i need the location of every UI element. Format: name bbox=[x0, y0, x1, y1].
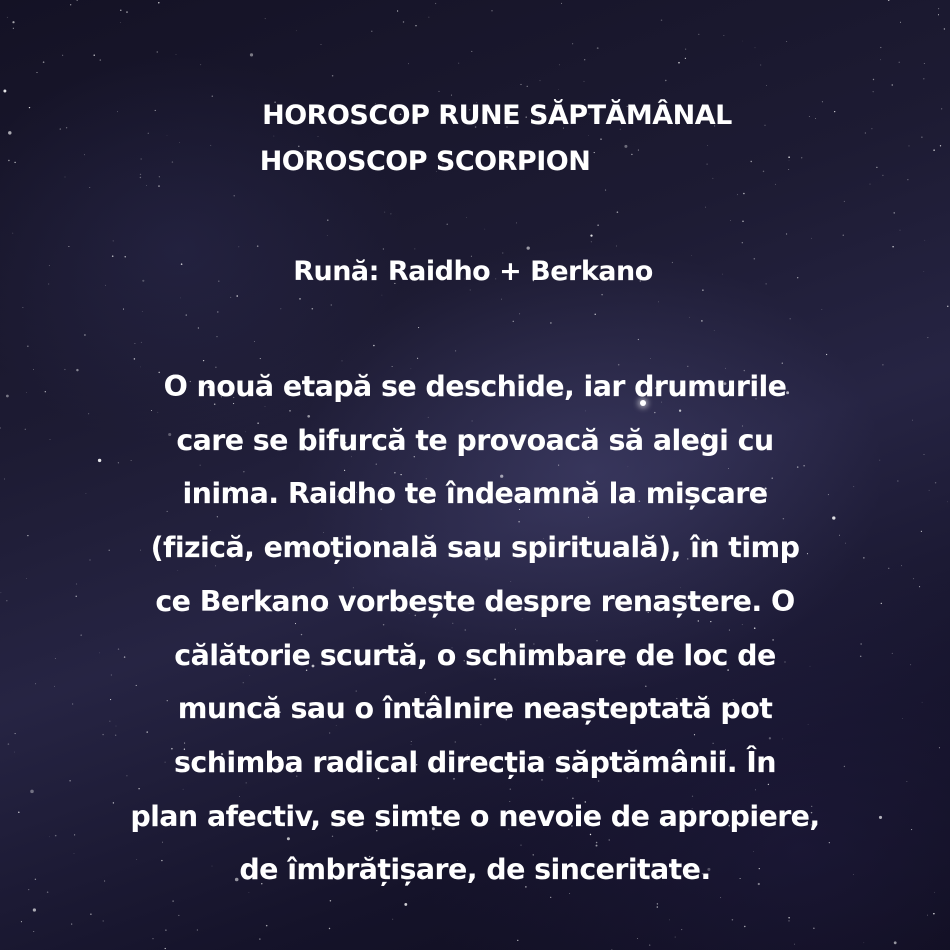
body-line: O nouă etapă se deschide, iar drumurile bbox=[163, 370, 787, 403]
body-line: inima. Raidho te îndeamnă la mișcare bbox=[182, 477, 768, 511]
body-line: călătorie scurtă, o schimbare de loc de bbox=[174, 638, 776, 672]
body-line: schimba radical direcția săptămânii. În bbox=[174, 745, 776, 779]
body-line: care se bifurcă te provoacă să alegi cu bbox=[176, 423, 774, 457]
horoscope-body bbox=[0, 360, 950, 897]
rune-label bbox=[0, 255, 950, 289]
body-line: plan afectiv, se simte o nevoie de apropiere, bbox=[130, 799, 820, 833]
body-line: de îmbrățișare, de sinceritate. bbox=[239, 853, 711, 887]
page-subtitle: HOROSCOP SCORPION bbox=[259, 146, 591, 177]
body-line: (fizică, emoțională sau spirituală), în timp bbox=[150, 531, 800, 565]
page-title: HOROSCOP RUNE SĂPTĂMÂNAL bbox=[262, 100, 732, 131]
rune-label-text: Rună: Raidho + Berkano bbox=[293, 256, 653, 287]
body-line: ce Berkano vorbește despre renaștere. O bbox=[155, 584, 795, 618]
body-line: muncă sau o întâlnire neașteptată pot bbox=[177, 692, 773, 726]
